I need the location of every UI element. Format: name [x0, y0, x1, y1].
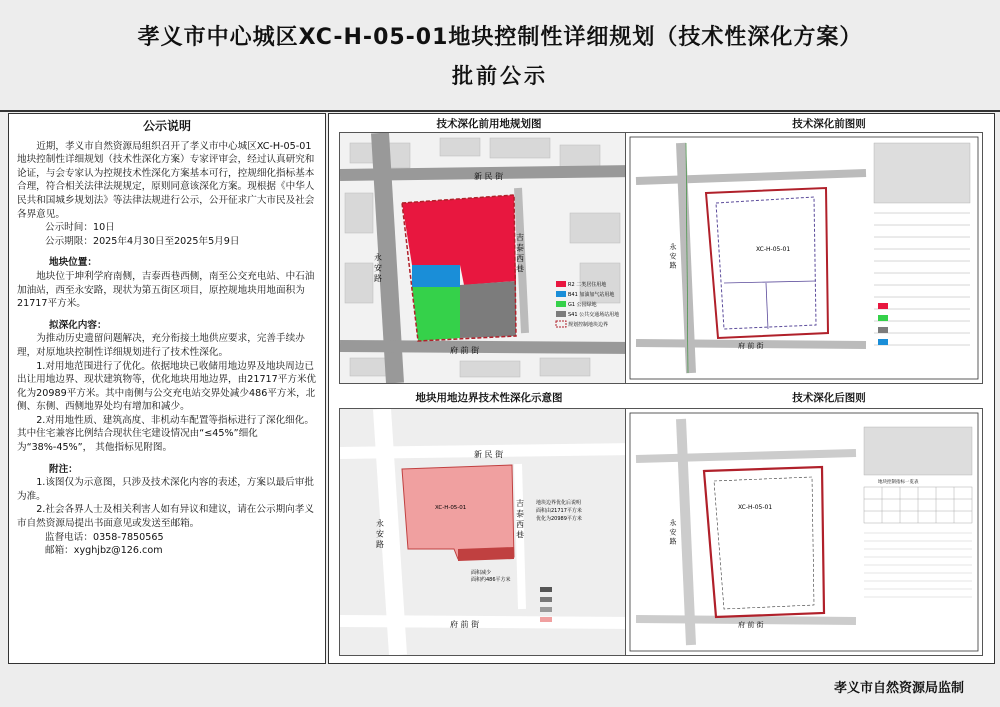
header — [0, 0, 1000, 112]
page-title: 孝义市中心城区XC-H-05-01地块控制性详细规划（技术性深化方案） — [137, 25, 863, 50]
legend-3: G1 公园绿地 — [568, 302, 597, 308]
plan-map-after — [625, 408, 983, 656]
plan-item-2: 2.对用地性质、建筑高度、非机动车配置等指标进行了深化细化。其中住宅兼容比例结合现状住宅建设情况由“≤45%”细化为“38%-45%”， 其他指标见附图。 — [17, 414, 314, 454]
plan-item-1: 1.对用地范围进行了优化。依据地块已收储用地边界及地块周边已出让用地边界、现状建筑物等，优化地块用地边界，由21717平方米优化为20989平方米。其中南侧与公交充电站交界处减少486平方米，北侧、东侧、西侧地界处均有增加和减少。 — [17, 360, 317, 413]
legend-2: B41 加油加气站用地 — [568, 292, 615, 298]
email-link[interactable]: 邮箱：xyghjbz@126.com — [45, 545, 163, 557]
page-subtitle: 批前公示 — [452, 64, 548, 88]
transit-parcel — [460, 281, 516, 338]
optimized-parcel — [402, 465, 514, 559]
notice-panel — [8, 113, 326, 664]
notice-intro: 近期，孝义市自然资源局组织召开了孝义市中心城区XC-H-05-01地块控制性详细规划（技术性深化方案）专家评审会，经过认真研究和论证，与会专家认为控规技术性深化方案基本可行，控规细化指标基本合理，符合相关法律法规规定，原则同意该深化方案。现根据《中华人民共和国城乡规划法》等法律法规进行公示，公开征求广大市民及社会各界意见。 — [17, 140, 315, 220]
panel-3-title: 地块用地边界技术性深化示意图 — [415, 392, 563, 404]
road-label-yongan: 永 安 路 — [373, 253, 383, 283]
p3-desc-3: 优化为20989平方米 — [536, 516, 582, 522]
plan-heading: 拟深化内容： — [49, 319, 107, 331]
p3-road-yongan: 永 安 路 — [375, 519, 385, 549]
p3-desc-2: 面积由21717平方米 — [536, 508, 582, 514]
note-2: 2.社会各界人士及相关利害人如有异议和建议，请在公示期向孝义市自然资源局提出书面意见或发送至邮箱。 — [17, 504, 314, 530]
p3-road-fuqian: 府 前 街 — [450, 620, 480, 629]
road-label-xinmin: 新 民 街 — [474, 172, 504, 181]
maps-panel — [328, 113, 995, 664]
notice-title: 公示说明 — [142, 119, 191, 133]
p3-reduce-note: 面积减少 — [471, 570, 492, 576]
panel-2-title: 技术深化前图则 — [792, 118, 866, 130]
phone: 监督电话：0358-7850565 — [45, 531, 164, 543]
location-heading: 地块位置： — [49, 257, 97, 269]
p4-parcel-label: XC-H-05-01 — [738, 504, 773, 511]
notice-duration: 公示时间：10日 — [45, 222, 115, 234]
gas-station-parcel — [412, 265, 460, 287]
p3-reduce-area: 面积约486平方米 — [471, 577, 511, 583]
road-label-fuqian: 府 前 街 — [450, 346, 480, 355]
p2-parcel-label: XC-H-05-01 — [756, 246, 791, 253]
legend-4: S41 公共交通场站用地 — [568, 312, 620, 318]
p4-road-fuqian: 府 前 街 — [738, 621, 764, 629]
landuse-map-before — [339, 132, 637, 384]
p3-road-jitai: 吉 泰 西 巷 — [515, 499, 525, 539]
location-text: 地块位于坤利学府南侧，吉泰西巷西侧，南至公交充电站、中石油加油站，西至永安路，现状为第五街区项目，原控规地块用地面积为21717平方米。 — [17, 270, 315, 310]
green-parcel — [412, 287, 460, 341]
legend-5: 规划控制地块边界 — [568, 322, 609, 328]
p4-table-title: 地块控制指标一览表 — [878, 480, 919, 485]
legend-1: R2 二类居住用地 — [568, 282, 607, 288]
p2-road-yongan: 永 安 路 — [669, 243, 677, 269]
footer — [0, 664, 1000, 707]
note-heading: 附注： — [49, 463, 78, 475]
panel-4-title: 技术深化后图则 — [792, 392, 866, 404]
panel-1-title: 技术深化前用地规划图 — [436, 118, 542, 130]
plan-map-before — [625, 132, 983, 384]
road-label-jitai: 吉 泰 西 巷 — [515, 233, 525, 273]
boundary-map — [339, 408, 637, 656]
plan-text: 为推动历史遗留问题解决，充分衔接土地供应要求，完善手续办理，对原地块控制性详细规划进行了技术性深化。 — [17, 333, 305, 358]
p3-desc-1: 地块边界优化后说明 — [536, 500, 582, 506]
p4-road-yongan: 永 安 路 — [669, 519, 677, 545]
note-1: 1.该图仅为示意图，只涉及技术深化内容的表述，方案以最后审批为准。 — [17, 477, 314, 502]
notice-period: 公示期限：2025年4月30日至2025年5月9日 — [45, 235, 240, 247]
footer-org: 孝义市自然资源局监制 — [833, 681, 964, 696]
reduced-area — [458, 547, 514, 561]
p2-road-fuqian: 府 前 街 — [738, 342, 764, 350]
p3-parcel-label: XC-H-05-01 — [435, 505, 467, 511]
p3-road-xinmin: 新 民 街 — [474, 450, 504, 459]
